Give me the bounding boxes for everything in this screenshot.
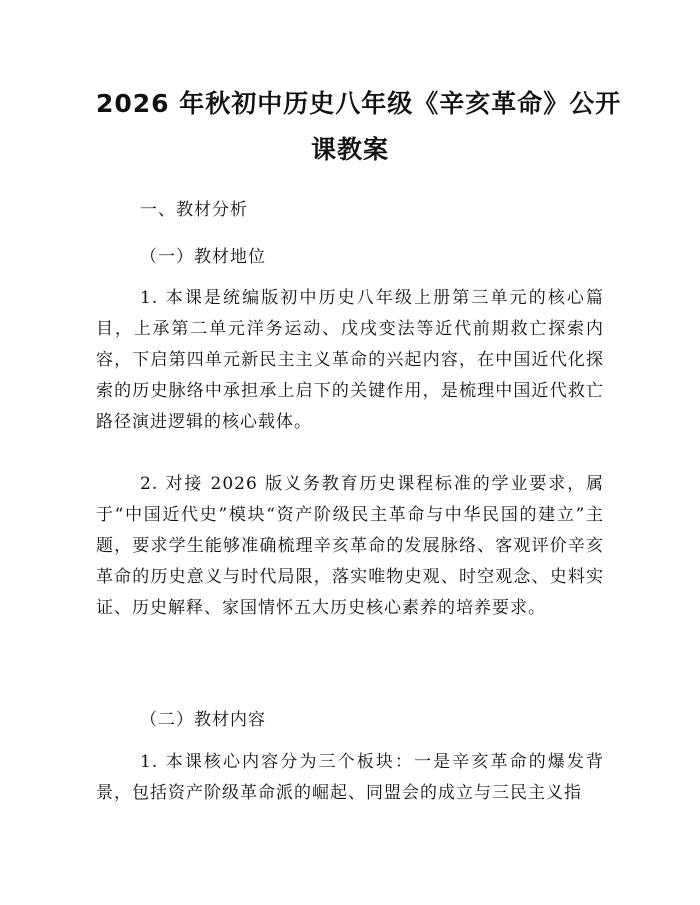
- paragraph-status-2: 2. 对接 2026 版义务教育历史课程标准的学业要求，属于“中国近代史”模块“资产阶级民主革命与中华民国的建立”主题，要求学生能够准确梳理辛亥革命的发展脉络、客观评价辛亥革命的历史意义与时代局限，落实唯物史观、时空观念、史料实证、历史解释、家国情怀五大历史核心素养的培养要求。: [96, 474, 604, 618]
- paragraph-status-1: 1. 本课是统编版初中历史八年级上册第三单元的核心篇目，上承第二单元洋务运动、戊戌变法等近代前期救亡探索内容，下启第四单元新民主主义革命的兴起内容，在中国近代化探索的历史脉络中承担承上启下的关键作用，是梳理中国近代救亡路径演进逻辑的核心载体。: [96, 288, 604, 432]
- subsection-heading-textbook-status: （一）教材地位: [140, 247, 266, 267]
- section-heading-textbook-analysis: 一、教材分析: [140, 200, 248, 220]
- document-title-line-1: 2026 年秋初中历史八年级《辛亥革命》公开: [96, 89, 622, 118]
- paragraph-content-1: 1. 本课核心内容分为三个板块：一是辛亥革命的爆发背景，包括资产阶级革命派的崛起、同盟会的成立与三民主义指: [96, 752, 604, 803]
- document-title-line-2: 课教案: [310, 135, 389, 164]
- subsection-heading-textbook-content: （二）教材内容: [140, 710, 266, 730]
